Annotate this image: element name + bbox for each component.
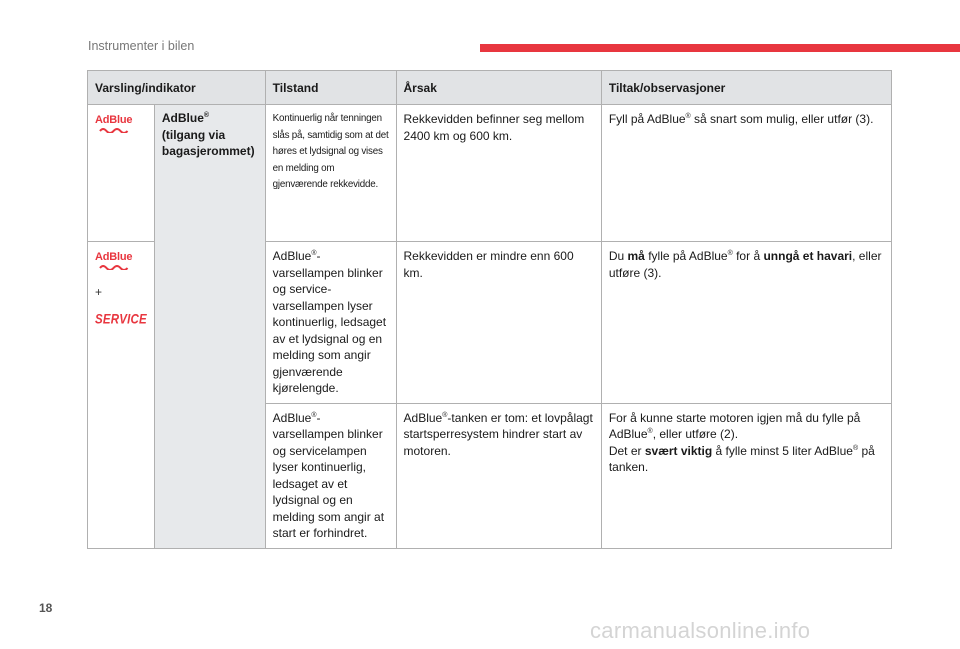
- adblue-warning-icon: AdBlue: [95, 114, 132, 133]
- condition-cell: AdBlue®-varsellampen blinker og service-varsellampen lyser kontinuerlig, ledsaget av et lydsignal og en melding som angir gjenværende kjørelengde.: [265, 242, 396, 404]
- column-header: Tiltak/observasjoner: [601, 71, 891, 105]
- adblue-warning-icon: AdBlue: [95, 251, 132, 270]
- condition-cell: Kontinuerlig når tenningen slås på, samtidig som at det høres et lydsignal og vises en melding om gjenværende rekkevidde.: [265, 105, 396, 242]
- section-title: Instrumenter i bilen: [88, 39, 195, 53]
- wave-icon: [99, 264, 129, 270]
- plus-sign: +: [95, 285, 103, 299]
- watermark: carmanualsonline.info: [590, 618, 811, 643]
- indicator-cell: [154, 105, 265, 549]
- cause-cell: Rekkevidden befinner seg mellom 2400 km og 600 km.: [396, 105, 601, 242]
- column-header: Tilstand: [265, 71, 396, 105]
- indicator-name: AdBlue®: [161, 111, 210, 125]
- icon-cell: [88, 105, 155, 242]
- table-header-row: [88, 71, 892, 105]
- action-cell: Du må fylle på AdBlue® for å unngå et havari, eller utføre (3).: [601, 242, 891, 404]
- icon-cell: [88, 242, 155, 549]
- cause-cell: Rekkevidden er mindre enn 600 km.: [396, 242, 601, 404]
- action-cell: For å kunne starte motoren igjen må du fylle på AdBlue®, eller utføre (2). Det er svært viktig å fylle minst 5 liter AdBlue® på tanken.: [601, 403, 891, 548]
- header-accent-bar: [480, 44, 960, 52]
- warning-table: [87, 70, 892, 549]
- column-header: Årsak: [396, 71, 601, 105]
- condition-cell: AdBlue®-varsellampen blinker og servicelampen lyser kontinuerlig, ledsaget av et lydsignal og en melding som angir at start er forhindret.: [265, 403, 396, 548]
- column-header: Varsling/indikator: [88, 71, 266, 105]
- action-cell: Fyll på AdBlue® så snart som mulig, eller utfør (3).: [601, 105, 891, 242]
- wave-icon: [99, 127, 129, 133]
- table-row: [88, 105, 892, 242]
- cause-cell: AdBlue®-tanken er tom: et lovpålagt startsperresystem hindrer start av motoren.: [396, 403, 601, 548]
- indicator-detail: (tilgang via bagasjerommet): [161, 127, 255, 158]
- page-number: 18: [39, 601, 53, 615]
- service-warning-icon: SERVICE: [95, 312, 147, 327]
